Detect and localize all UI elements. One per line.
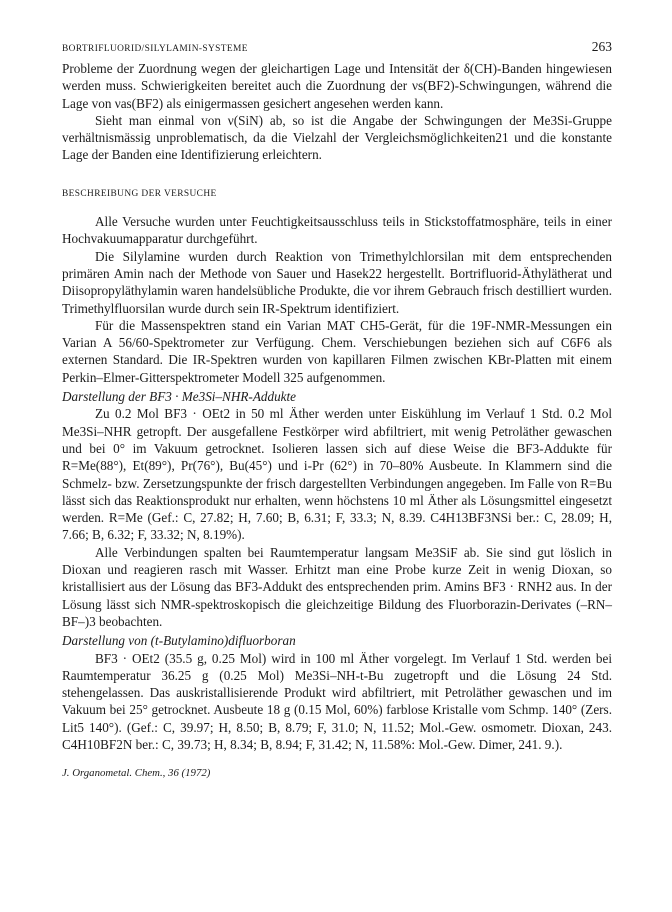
- subsection-2-paragraph-1: BF3 · OEt2 (35.5 g, 0.25 Mol) wird in 100 ml Äther vorgelegt. Im Verlauf 1 Std. werden bei Raumtemperatur 36.25 g (0.25 Mol) Me3Si–NH-t-Bu zugetropft und die Lösung 24 Std. stehengelassen. Das auskristallisierende Produkt wird abfiltriert, mit Petroläther gewaschen und im Vakuum bei 25° getrocknet. Ausbeute 18 g (0.15 Mol, 60%) farblose Kristalle vom Schmp. 140° (Zers. Lit5 140°). (Gef.: C, 39.97; H, 8.50; B, 8.79; F, 31.0; N, 11.52; Mol.-Gew. osmometr. Dioxan, 243. C4H10BF2N ber.: C, 39.73; H, 8.34; B, 8.94; F, 31.42; N, 11.58%: Mol.-Gew. Dimer, 241. 9.).: [62, 650, 612, 752]
- intro-paragraph-1: Probleme der Zuordnung wegen der gleichartigen Lage und Intensität der δ(CH)-Banden hingewiesen werden muss. Schwierigkeiten bereitet auch die Zuordnung der νs(BF2)-Schwingungen, während die Lage von νas(BF2) als einigermassen gesichert angesehen werden kann.: [62, 61, 612, 111]
- subsection-1-paragraph-2: Alle Verbindungen spalten bei Raumtemperatur langsam Me3SiF ab. Sie sind gut löslich in Dioxan und reagieren rasch mit Wasser. Erhitzt man eine Probe kurze Zeit in wenig Dioxan, so kristallisiert aus der Lösung das BF3-Addukt des entsprechenden prim. Amins BF3 · RNH2 aus. In der Lösung lässt sich NMR-spektroskopisch die gleichzeitige Bildung des Fluorborazin-Derivates (–RN–BF–)3 beobachten.: [62, 544, 612, 629]
- experimental-paragraph-3: Für die Massenspektren stand ein Varian MAT CH5-Gerät, für die 19F-NMR-Messungen ein Varian A 56/60-Spektrometer zur Verfügung. Chem. Verschiebungen beziehen sich auf C6F6 als externen Standard. Die IR-Spektren wurden von kapillaren Filmen zwischen KBr-Platten mit einem Perkin–Elmer-Gitterspektrometer Modell 325 aufgenommen.: [62, 317, 612, 385]
- subsection-2-title: Darstellung von (t-Butylamino)difluorboran: [62, 633, 296, 649]
- subsection-1-title: Darstellung der BF3 · Me3Si–NHR-Addukte: [62, 389, 297, 405]
- section-heading: BESCHREIBUNG DER VERSUCHE: [62, 188, 217, 199]
- experimental-paragraph-2: Die Silylamine wurden durch Reaktion von Trimethylchlorsilan mit dem entsprechenden primären Amin nach der Methode von Sauer und Hasek22 hergestellt. Bortrifluorid-Äthylätherat und Diisopropyläthylamin waren handelsübliche Produkte, die vor ihrem Gebrauch frisch destilliert wurden. Trimethylfluorsilan wurde durch sein IR-Spektrum identifiziert.: [62, 248, 612, 316]
- page-number: 263: [591, 39, 612, 54]
- experimental-section: [62, 213, 612, 386]
- subsection-1-paragraph-1: Zu 0.2 Mol BF3 · OEt2 in 50 ml Äther werden unter Eiskühlung im Verlauf 1 Std. 0.2 Mol Me3Si–NHR getropft. Der ausgefallene Festkörper wird abfiltriert, mit wenig Petroläther gewaschen und bei 0° im Vakuum getrocknet. Isolieren lassen sich auf diese Weise die BF3-Addukte für R=Me(88°), Et(89°), Pr(76°), Bu(45°) und i-Pr (62°) in 70–80% Ausbeute. In Klammern sind die Schmelz- bzw. Zersetzungspunkte der frisch dargestellten Verbindungen angegeben. Im Falle von R=Bu lässt sich das Reaktionsprodukt nur erhalten, wenn höchstens 10 ml Äther als Lösungsmittel eingesetzt werden. R=Me (Gef.: C, 27.82; H, 7.60; B, 6.31; F, 33.3; N, 8.39. C4H13BF3NSi ber.: C, 28.09; H, 7.66; B, 6.32; F, 33.32; N, 8.19%).: [62, 406, 612, 543]
- intro-section: [62, 60, 612, 164]
- journal-page: [62, 38, 612, 783]
- experimental-paragraph-1: Alle Versuche wurden unter Feuchtigkeitsausschluss teils in Stickstoffatmosphäre, teils in einer Hochvakuumapparatur durchgeführt.: [62, 214, 612, 247]
- running-title: BORTRIFLUORID/SILYLAMIN-SYSTEME: [62, 44, 248, 54]
- intro-paragraph-2: Sieht man einmal von ν(SiN) ab, so ist die Angabe der Schwingungen der Me3Si-Gruppe verhältnismässig unproblematisch, da die Vielzahl der Vergleichsmöglichkeiten21 und die konstante Lage der Banden eine Identifizierung erleichtern.: [62, 112, 612, 163]
- journal-footer: J. Organometal. Chem., 36 (1972): [62, 767, 211, 780]
- page-header: [62, 38, 612, 60]
